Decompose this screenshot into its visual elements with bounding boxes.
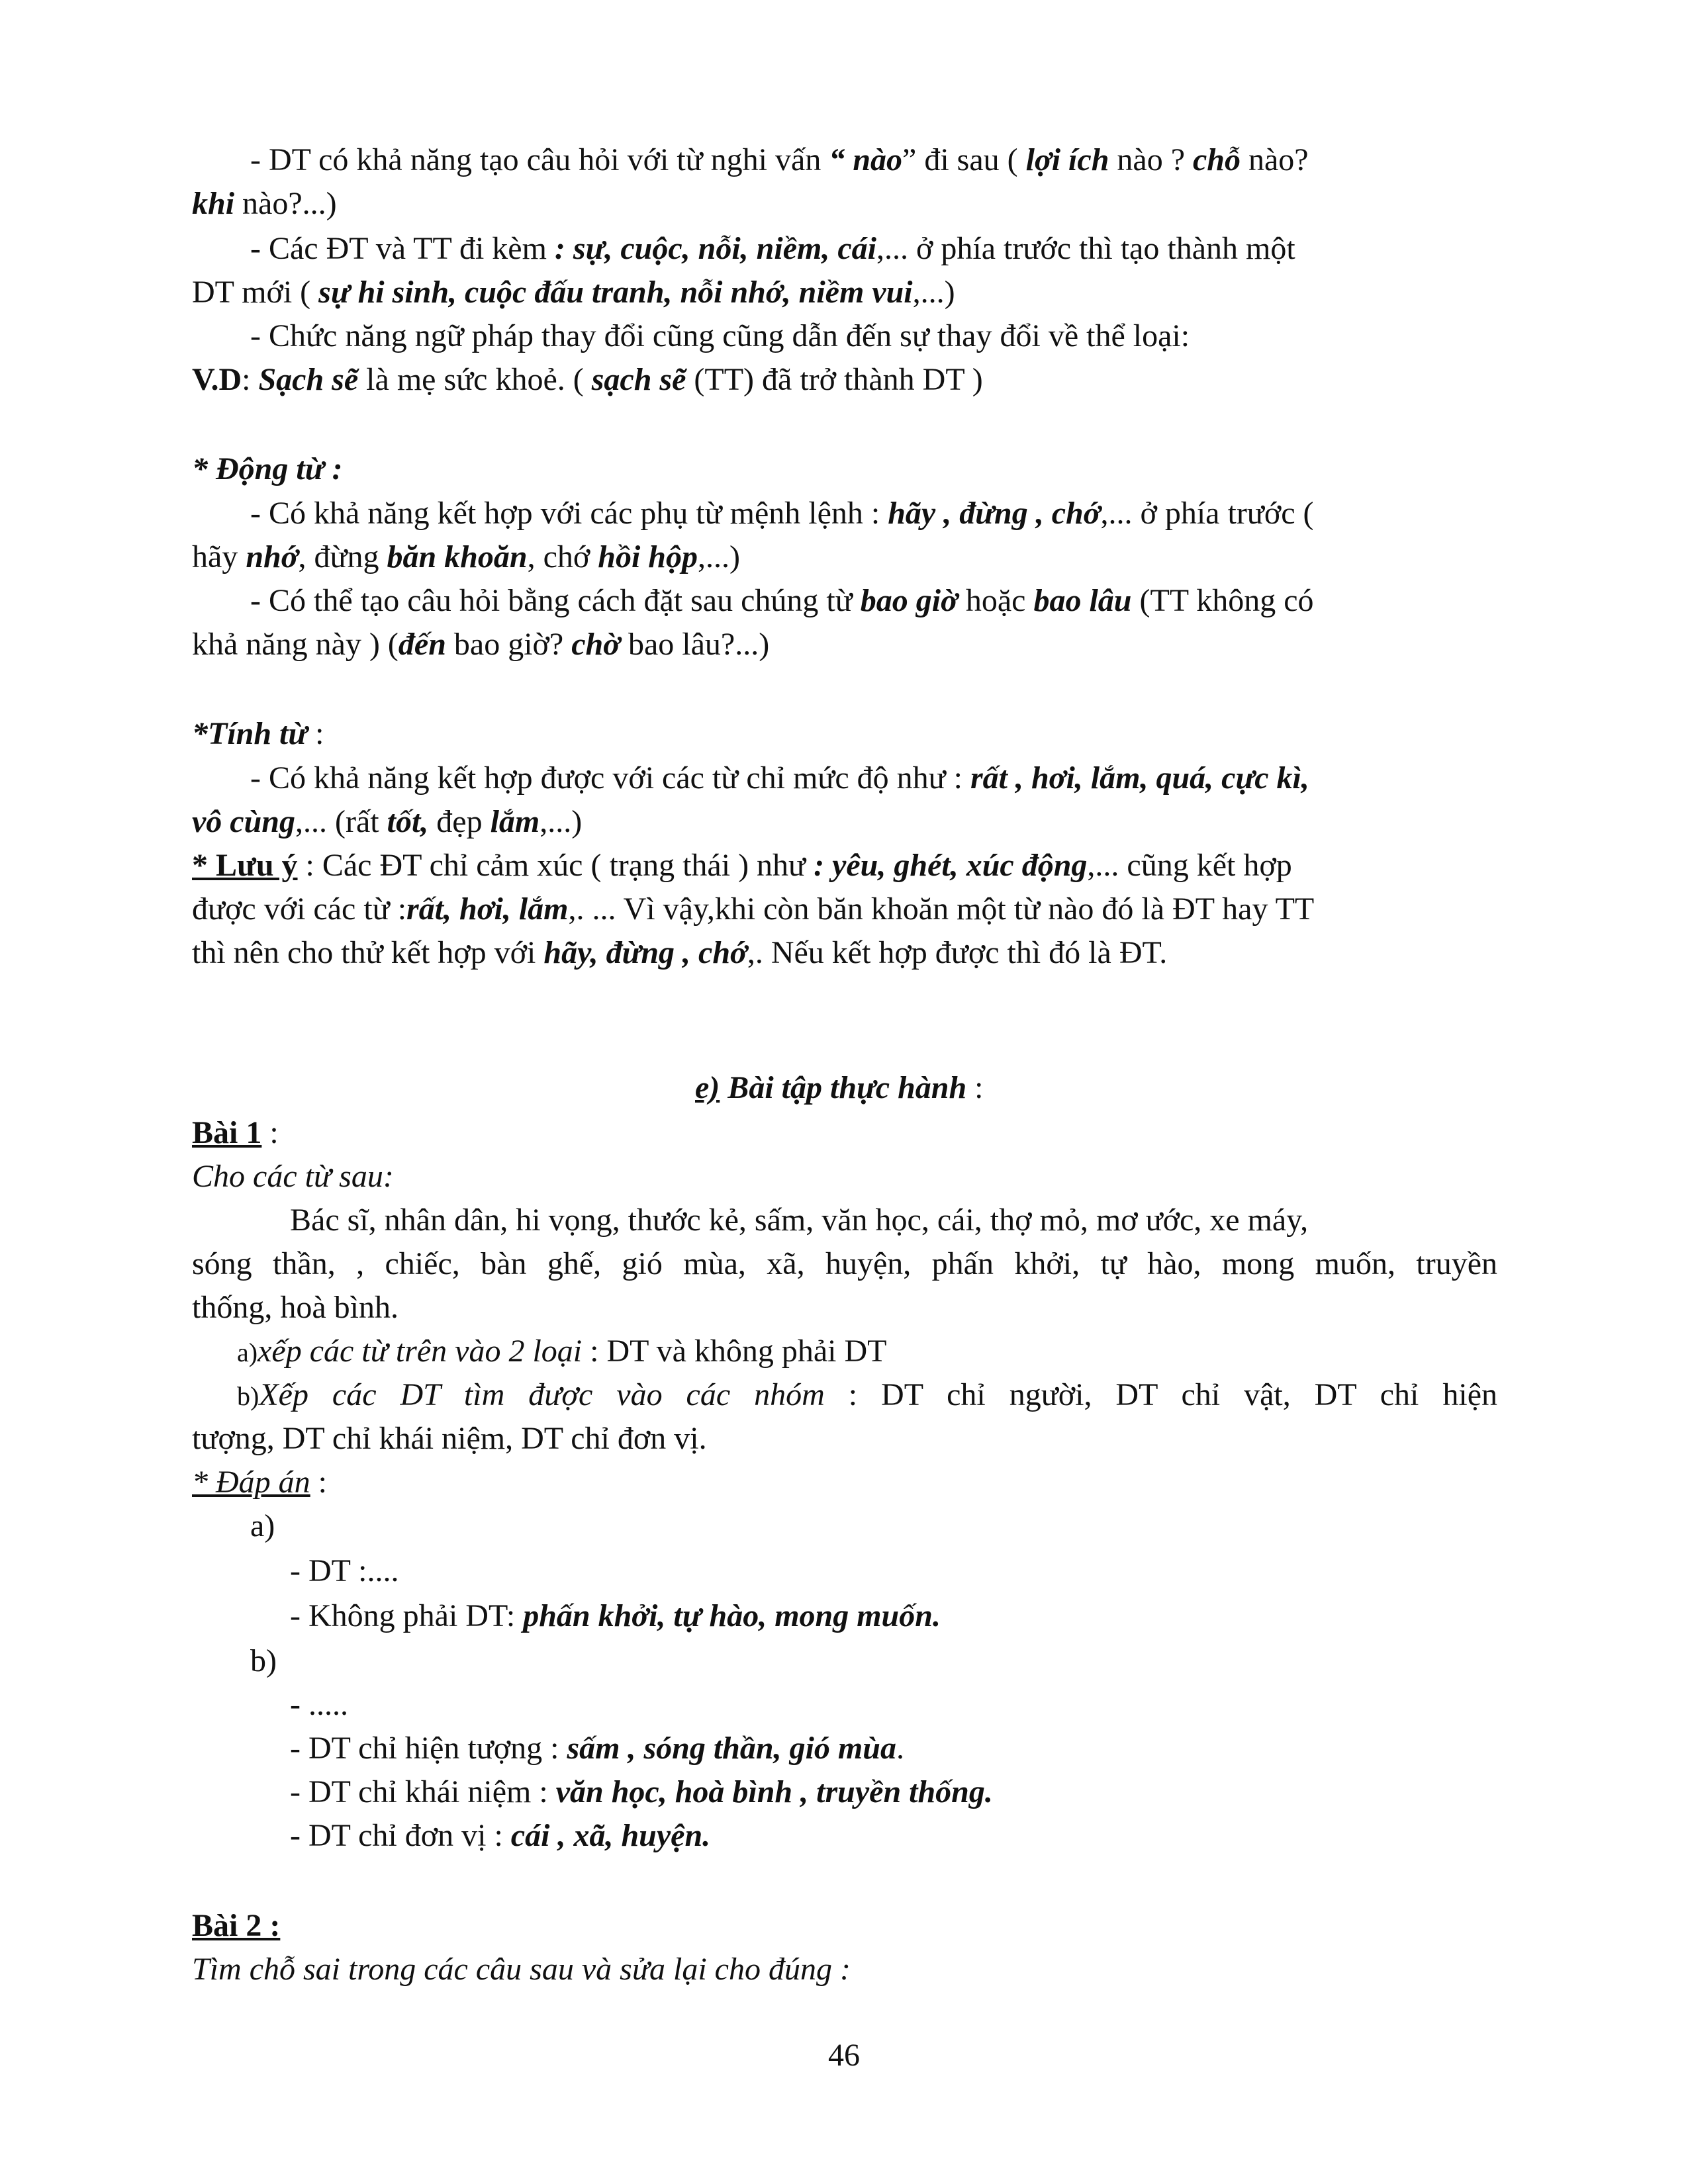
- task-b-line-2: tượng, DT chỉ khái niệm, DT chỉ đơn vị.: [192, 1421, 707, 1456]
- answer-b-3: - DT chỉ đơn vị : cái , xã, huyện.: [290, 1818, 711, 1853]
- bai2-heading: Bài 2 :: [192, 1908, 281, 1943]
- words-line-3: thống, hoà bình.: [192, 1290, 399, 1325]
- answer-a: a): [250, 1508, 275, 1543]
- page-number: 46: [828, 2038, 860, 2073]
- answer-b-1: - DT chỉ hiện tượng : sấm , sóng thần, gió mùa.: [290, 1731, 904, 1766]
- bai1-heading: Bài 1 :: [192, 1115, 279, 1150]
- tinhtu-heading: *Tính từ :: [192, 716, 324, 751]
- tinhtu-line-5: thì nên cho thử kết hợp với hãy, đừng , chớ,. Nếu kết hợp được thì đó là ĐT.: [192, 935, 1168, 970]
- dt-line-3: - Các ĐT và TT đi kèm : sự, cuộc, nỗi, niềm, cái,... ở phía trước thì tạo thành một: [250, 231, 1295, 266]
- dongtu-line-2: hãy nhớ, đừng băn khoăn, chớ hồi hộp,...): [192, 539, 740, 574]
- task-b-line-1: b)Xếp các DT tìm được vào các nhóm : DT chỉ người, DT chỉ vật, DT chỉ hiện: [237, 1377, 1497, 1412]
- answer-a-1: - DT :....: [290, 1553, 399, 1588]
- answer-b: b): [250, 1643, 277, 1678]
- dongtu-line-4: khả năng này ) (đến bao giờ? chờ bao lâu?...): [192, 627, 770, 662]
- exercise-title: e) Bài tập thực hành :: [695, 1070, 984, 1105]
- dongtu-line-3: - Có thể tạo câu hỏi bằng cách đặt sau chúng từ bao giờ hoặc bao lâu (TT không có: [250, 583, 1314, 618]
- bai1-prompt: Cho các từ sau:: [192, 1159, 394, 1194]
- answer-a-2: - Không phải DT: phấn khởi, tự hào, mong muốn.: [290, 1598, 941, 1633]
- words-line-2: sóng thần, , chiếc, bàn ghế, gió mùa, xã, huyện, phấn khởi, tự hào, mong muốn, truyền: [192, 1246, 1497, 1281]
- dongtu-line-1: - Có khả năng kết hợp với các phụ từ mệnh lệnh : hãy , đừng , chớ,... ở phía trước (: [250, 496, 1314, 531]
- dt-line-1: - DT có khả năng tạo câu hỏi với từ nghi vấn “ nào” đi sau ( lợi ích nào ? chỗ nào?: [250, 142, 1309, 177]
- tinhtu-line-2: vô cùng,... (rất tốt, đẹp lắm,...): [192, 804, 583, 839]
- bai2-prompt: Tìm chỗ sai trong các câu sau và sửa lại cho đúng :: [192, 1952, 851, 1987]
- tinhtu-line-4: được với các từ :rất, hơi, lắm,. ... Vì vậy,khi còn băn khoăn một từ nào đó là ĐT hay TT: [192, 891, 1315, 927]
- dt-line-4: DT mới ( sự hi sinh, cuộc đấu tranh, nỗi nhớ, niềm vui,...): [192, 275, 955, 310]
- dt-line-2: khi nào?...): [192, 186, 337, 221]
- answer-b-2: - DT chỉ khái niệm : văn học, hoà bình , truyền thống.: [290, 1774, 993, 1809]
- luu-y-label: * Lưu ý: [192, 848, 298, 883]
- dt-line-5: - Chức năng ngữ pháp thay đổi cũng cũng dẫn đến sự thay đổi về thể loại:: [250, 318, 1190, 353]
- words-line-1: Bác sĩ, nhân dân, hi vọng, thước kẻ, sấm, văn học, cái, thợ mỏ, mơ ước, xe máy,: [290, 1203, 1309, 1238]
- dt-line-6: V.D: Sạch sẽ là mẹ sức khoẻ. ( sạch sẽ (TT) đã trở thành DT ): [192, 362, 983, 397]
- tinhtu-line-1: - Có khả năng kết hợp được với các từ chỉ mức độ như : rất , hơi, lắm, quá, cực kì,: [250, 760, 1309, 796]
- task-a: a)xếp các từ trên vào 2 loại : DT và không phải DT: [237, 1334, 887, 1369]
- tinhtu-line-3: * Lưu ý : Các ĐT chỉ cảm xúc ( trạng thái ) như : yêu, ghét, xúc động,... cũng kết hợp: [192, 848, 1292, 883]
- answer-label: * Đáp án :: [192, 1465, 328, 1500]
- answer-b-0: - .....: [290, 1687, 348, 1722]
- dongtu-heading: * Động từ :: [192, 451, 343, 486]
